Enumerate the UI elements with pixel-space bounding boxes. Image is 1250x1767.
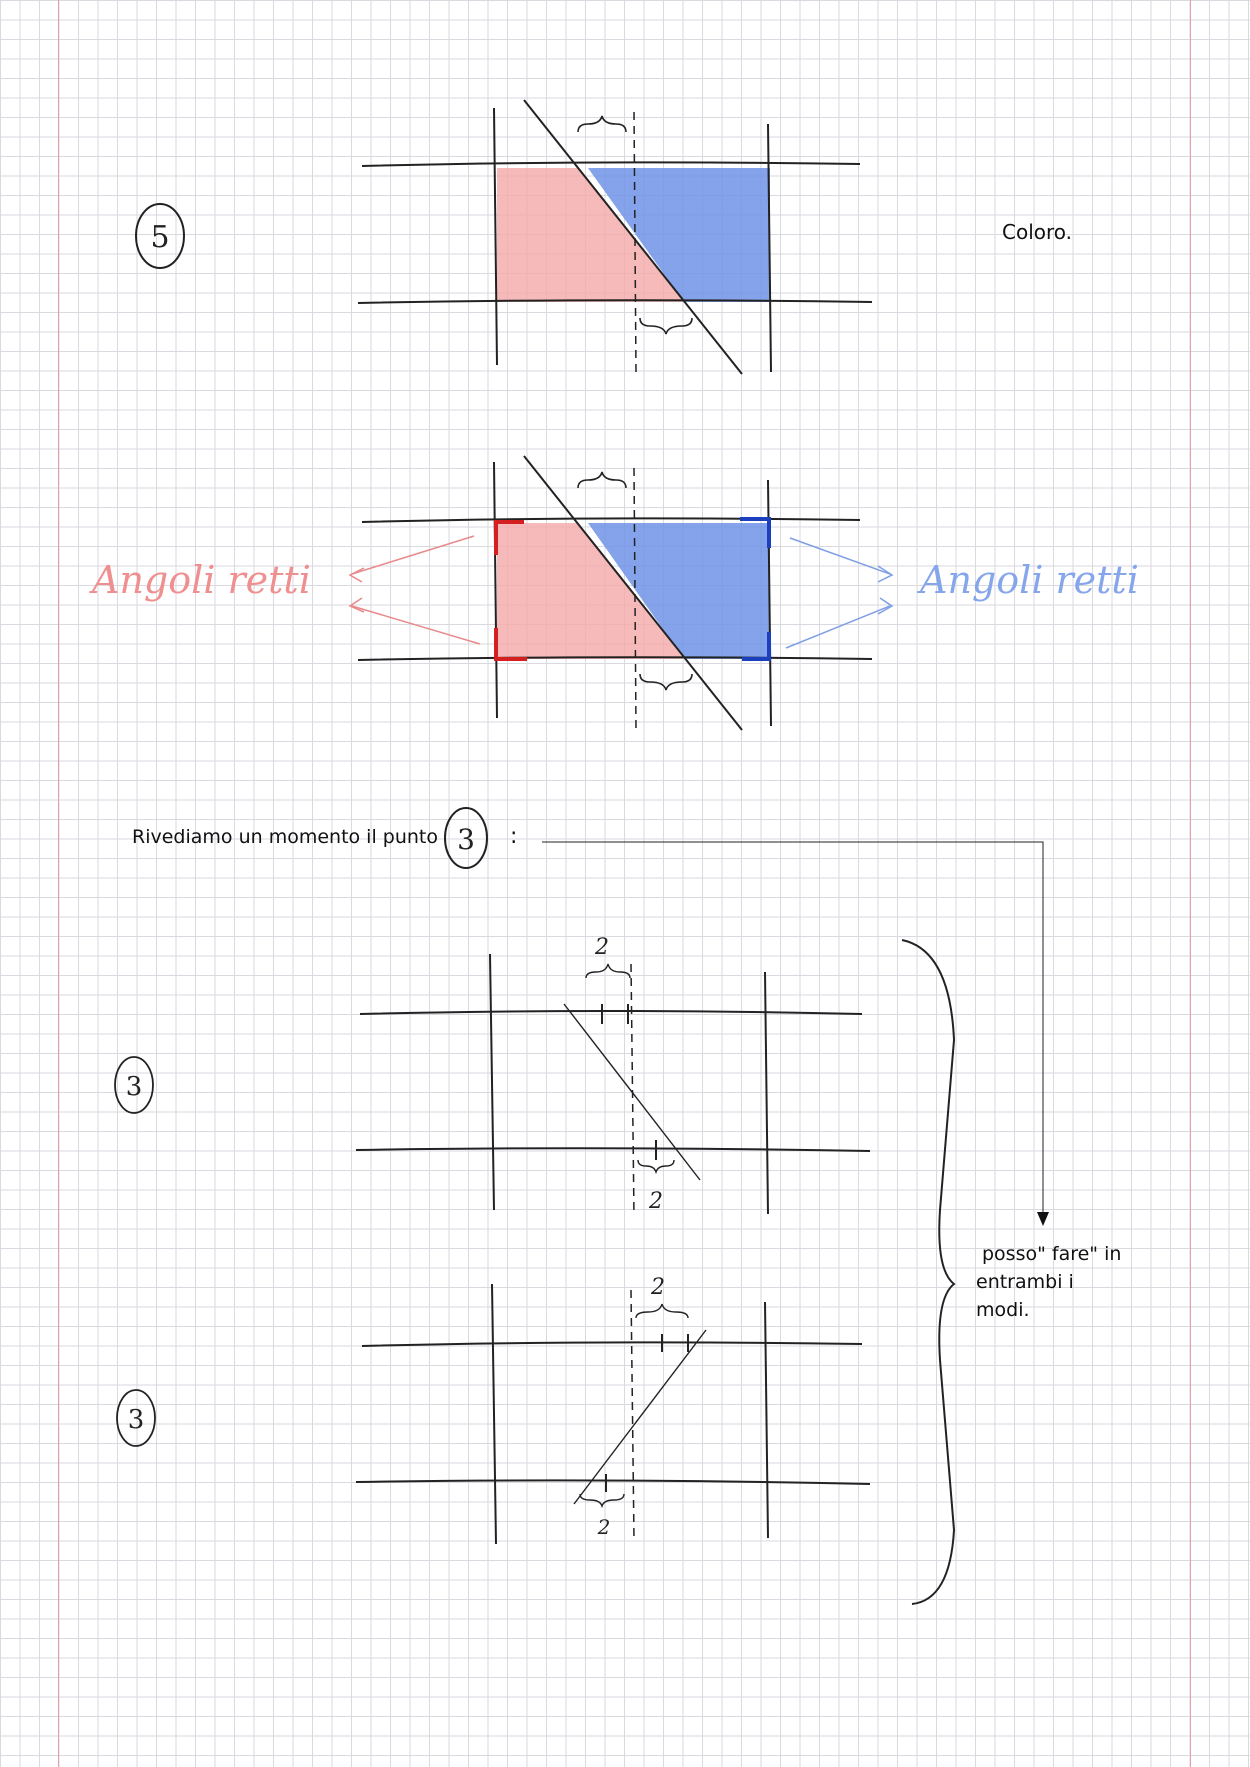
note-posso-line1: posso" fare" in [982,1243,1122,1265]
step3-figure2-number: 3 [127,1405,145,1435]
fig3b-top-brace [636,1304,688,1318]
fig3a-dashed-vertical [631,964,634,1216]
fig3b-left-vertical [492,1284,496,1544]
fig3a-right-vertical [765,972,768,1214]
connector-arrowhead [1037,1212,1049,1226]
figure-coloro [358,100,872,374]
bottom-brace [640,318,692,334]
figure-3b [356,1275,870,1544]
fig3a-top-brace [586,964,630,978]
fig3a-top-line [360,1011,862,1014]
left-vertical-line-2 [494,462,497,718]
blue-arrow-lower [786,606,890,648]
note-coloro: Coloro. [1002,220,1073,244]
note-posso-line3: modi. [976,1299,1030,1321]
top-horizontal-line [362,162,860,166]
fig3a-bottom-label: 2 [649,1189,663,1214]
fig3b-top-line [362,1342,862,1346]
figure-angoli-retti [350,456,892,730]
connector-line [542,842,1043,1212]
top-brace [578,116,626,132]
note-posso-line2: entrambi i [976,1271,1074,1293]
red-arrowhead-upper [350,568,364,582]
top-brace-2 [578,472,626,488]
fig3b-diagonal [574,1330,706,1504]
red-arrowhead-lower [350,598,364,612]
top-horizontal-line-2 [362,518,860,522]
dashed-vertical-line [634,112,636,372]
note-angoli-retti-right: Angoli retti [920,558,1139,602]
blue-arrow-upper [790,538,890,574]
fig3b-dashed-vertical [631,1290,634,1540]
step3-figure1-number: 3 [125,1072,143,1102]
fig3b-bottom-brace [580,1494,624,1506]
fig3a-diagonal [564,1004,700,1180]
note-colon: : [510,824,518,849]
fig3a-top-label: 2 [595,935,609,960]
figure-3a [356,935,870,1216]
large-curly-brace [902,940,954,1604]
bottom-brace-2 [640,674,692,690]
fig3b-top-label: 2 [651,1275,665,1300]
red-arrow-upper [352,536,474,574]
fig3a-left-vertical [490,954,494,1210]
blue-arrowhead-upper [878,566,892,582]
note-posso-fare [976,1240,1126,1324]
left-vertical-line [494,108,497,365]
red-arrow-lower [352,606,480,644]
fig3b-right-vertical [765,1302,768,1538]
fig3b-bottom-line [356,1480,870,1484]
fig3b-bottom-label: 2 [597,1515,611,1539]
dashed-vertical-line-2 [634,468,636,728]
note-angoli-retti-left: Angoli retti [92,558,311,602]
fig3a-bottom-line [356,1148,870,1151]
note-rivediamo: Rivediamo un momento il punto [132,826,438,848]
step3-inline-number: 3 [457,823,475,856]
fig3a-top-ticks [602,1004,628,1024]
step5-number: 5 [150,220,170,255]
fig3a-bottom-brace [638,1160,674,1172]
